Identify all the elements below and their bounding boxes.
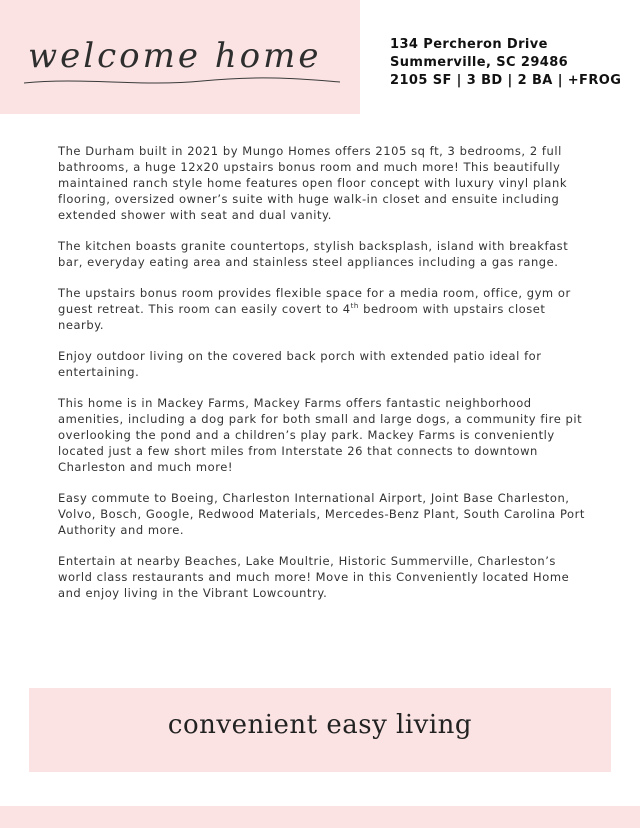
city-state-zip: Summerville, SC 29486	[390, 55, 569, 70]
bottom-accent-strip	[0, 806, 640, 828]
paragraph-entertainment: Entertain at nearby Beaches, Lake Moultrie, Historic Summerville, Charleston’s world class restaurants and much more! Move in this Conveniently located Home and enjoy living in the Vibrant Lowcountry.	[58, 554, 570, 600]
tagline-text: convenient easy living	[167, 710, 473, 740]
street-address: 134 Percheron Drive	[390, 37, 548, 52]
paragraph-kitchen: The kitchen boasts granite countertops, stylish backsplash, island with breakfast bar, everyday eating area and stainless steel appliances including a gas range.	[58, 239, 569, 269]
property-address-block	[390, 36, 621, 90]
tagline-banner	[29, 688, 611, 772]
paragraph-outdoor: Enjoy outdoor living on the covered back porch with extended patio ideal for entertaining.	[58, 349, 542, 379]
ordinal-suffix: th	[350, 302, 359, 311]
paragraph-commute: Easy commute to Boeing, Charleston International Airport, Joint Base Charleston, Volvo, Bosch, Google, Redwood Materials, Mercedes-Benz Plant, South Carolina Port Authority and more.	[58, 491, 585, 537]
welcome-home-title: welcome home	[28, 36, 322, 76]
property-specs: 2105 SF | 3 BD | 2 BA | +FROG	[390, 73, 622, 88]
header-panel	[0, 0, 360, 114]
paragraph-overview: The Durham built in 2021 by Mungo Homes offers 2105 sq ft, 3 bedrooms, 2 full bathrooms, a huge 12x20 upstairs bonus room and much more! This beautifully maintained ranch style home features open floor concept with luxury vinyl plank flooring, oversized owner’s suite with huge walk-in closet and ensuite including extended shower with seat and dual vanity.	[58, 144, 568, 222]
paragraph-neighborhood: This home is in Mackey Farms, Mackey Farms offers fantastic neighborhood amenities, including a dog park for both small and large dogs, a community fire pit overlooking the pond and a children’s play park. Mackey Farms is conveniently located just a few short miles from Interstate 26 that connects to downtown Charleston and much more!	[58, 396, 583, 474]
script-flourish	[22, 73, 342, 89]
paragraph-bonus-room: The upstairs bonus room provides flexible space for a media room, office, gym or guest retreat. This room can easily covert to 4th bedroom with upstairs closet nearby.	[58, 286, 571, 332]
listing-description	[58, 143, 588, 616]
